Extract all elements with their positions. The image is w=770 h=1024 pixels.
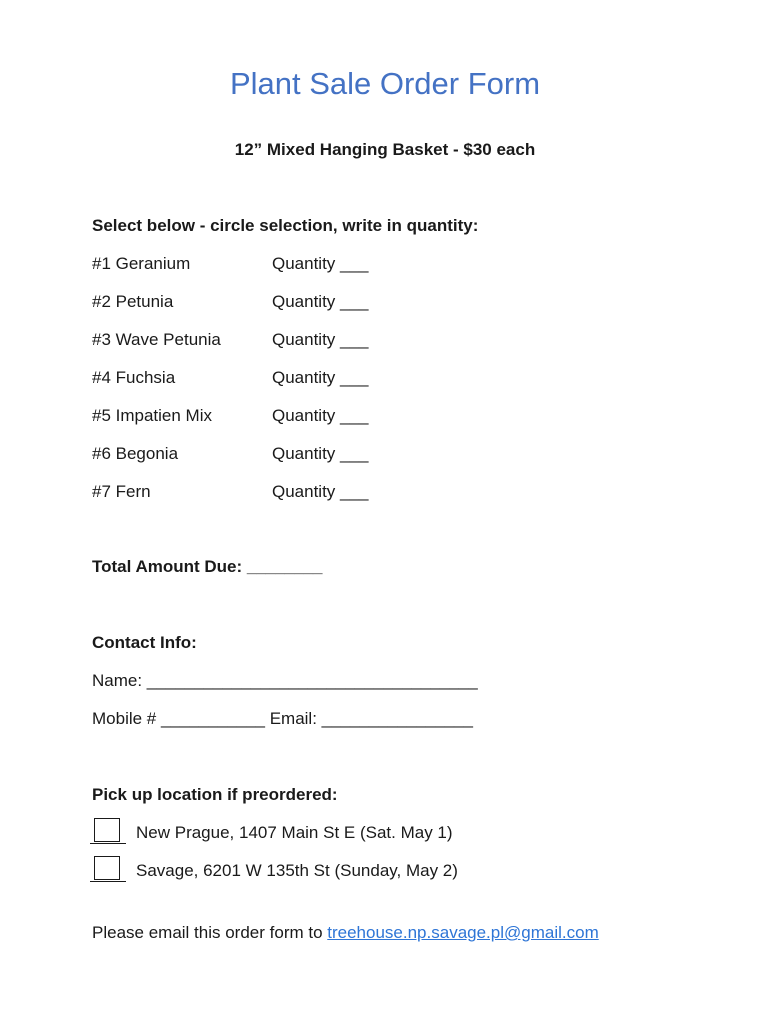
quantity-field[interactable]: Quantity ___ — [272, 330, 369, 349]
plant-name: #7 Fern — [92, 482, 151, 501]
plant-name: #2 Petunia — [92, 292, 174, 311]
product-subtitle: 12” Mixed Hanging Basket - $30 each — [234, 140, 536, 159]
select-heading: Select below - circle selection, write in quantity: — [92, 216, 479, 235]
pickup-option-label: Savage, 6201 W 135th St (Sunday, May 2) — [136, 861, 458, 880]
pickup-option-label: New Prague, 1407 Main St E (Sat. May 1) — [136, 823, 453, 842]
pickup-heading: Pick up location if preordered: — [92, 785, 338, 804]
footer-text: Please email this order form to — [92, 923, 328, 942]
blank-line — [90, 843, 126, 844]
plant-name: #1 Geranium — [92, 254, 191, 273]
email-link[interactable]: treehouse.np.savage.pl@gmail.com — [327, 923, 599, 942]
contact-heading: Contact Info: — [92, 633, 197, 652]
blank-line — [90, 881, 126, 882]
quantity-field[interactable]: Quantity ___ — [272, 292, 369, 311]
quantity-field[interactable]: Quantity ___ — [272, 406, 369, 425]
quantity-field[interactable]: Quantity ___ — [272, 368, 369, 387]
quantity-field[interactable]: Quantity ___ — [272, 444, 369, 463]
name-field[interactable]: Name: ___________________________________ — [92, 671, 478, 690]
quantity-field[interactable]: Quantity ___ — [272, 254, 369, 273]
checkbox-icon[interactable] — [94, 818, 120, 842]
plant-name: #4 Fuchsia — [92, 368, 176, 387]
page-title: Plant Sale Order Form — [229, 66, 541, 101]
mobile-email-field[interactable]: Mobile # ___________ Email: ________________ — [92, 709, 473, 728]
total-amount-field[interactable]: Total Amount Due: ________ — [92, 557, 323, 576]
footer-instructions — [92, 923, 599, 943]
checkbox-icon[interactable] — [94, 856, 120, 880]
plant-name: #5 Impatien Mix — [92, 406, 212, 425]
plant-name: #6 Begonia — [92, 444, 179, 463]
quantity-field[interactable]: Quantity ___ — [272, 482, 369, 501]
plant-name: #3 Wave Petunia — [92, 330, 221, 349]
